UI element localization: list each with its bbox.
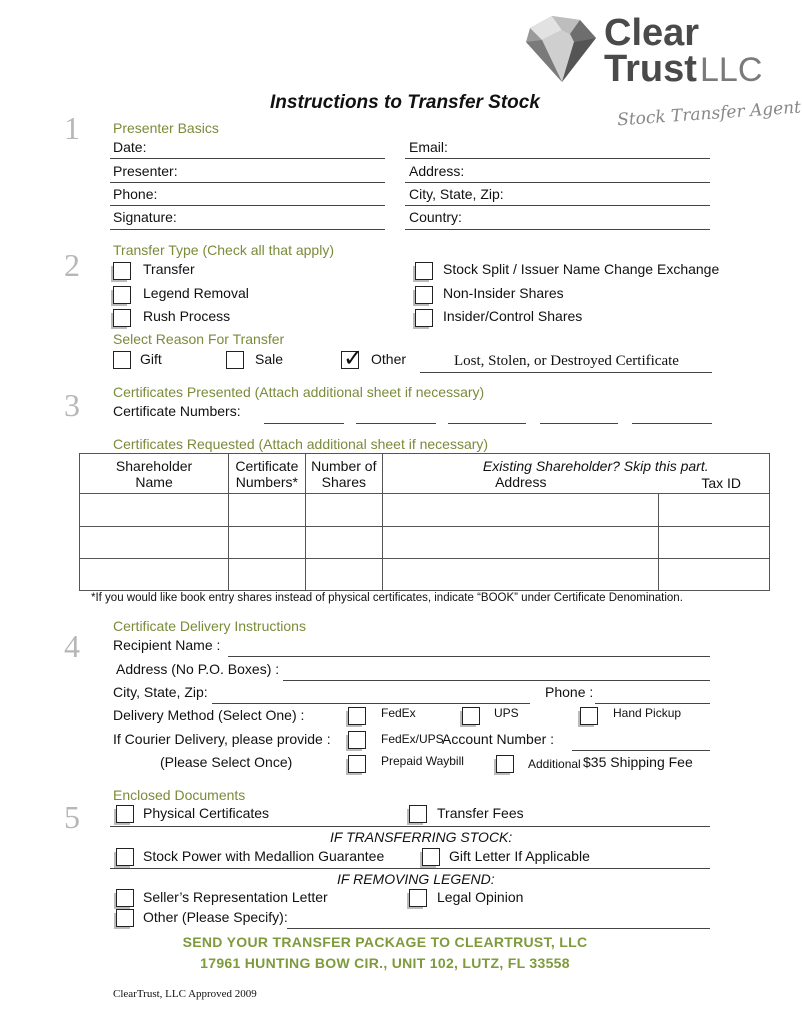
table-cell[interactable] [305, 527, 382, 559]
field-country-line[interactable] [405, 229, 710, 230]
shipping-fee-label: $35 Shipping Fee [583, 754, 693, 770]
address-banner: 17961 HUNTING BOW CIR., UNIT 102, LUTZ, FL 33558 [200, 955, 570, 971]
checkbox-shipping-fee[interactable] [496, 755, 514, 773]
checkbox-legend-removal[interactable] [113, 286, 131, 304]
cert-numbers-label: Certificate Numbers: [113, 403, 241, 419]
checkbox-fedex[interactable] [348, 707, 366, 725]
divider-line [110, 826, 710, 827]
checkbox-insider-control[interactable] [415, 309, 433, 327]
cert-number-line-1[interactable] [264, 423, 344, 424]
checkbox-seller-rep[interactable] [116, 889, 134, 907]
other-reason-line [420, 372, 712, 373]
checkbox-stock-power[interactable] [116, 848, 134, 866]
section-number-3: 3 [64, 387, 80, 423]
recipient-line[interactable] [228, 656, 710, 657]
field-signature-label: Signature: [113, 209, 177, 225]
option-seller-rep: Seller’s Representation Letter [143, 889, 328, 905]
additional-label: Additional [528, 757, 581, 771]
field-email-line[interactable] [405, 158, 710, 159]
field-city-label: City, State, Zip: [409, 186, 504, 202]
option-transfer-fees: Transfer Fees [437, 805, 524, 821]
courier-label: If Courier Delivery, please provide : [113, 731, 331, 747]
table-cell[interactable] [229, 527, 305, 559]
option-stock-split: Stock Split / Issuer Name Change Exchange [443, 261, 720, 277]
table-cell[interactable] [659, 559, 770, 591]
table-cell[interactable] [229, 494, 305, 527]
option-gift-letter: Gift Letter If Applicable [449, 848, 590, 864]
section-title-transfer-type: Transfer Type (Check all that apply) [113, 242, 334, 258]
field-address-label: Address: [409, 163, 465, 179]
table-cell[interactable] [305, 559, 382, 591]
cert-number-line-5[interactable] [632, 423, 712, 424]
section-title-reason: Select Reason For Transfer [113, 331, 285, 347]
header-address: Existing Shareholder? Skip this part. Address [383, 454, 659, 494]
header-number-of-shares: Number of Shares [305, 454, 382, 494]
table-cell[interactable] [659, 527, 770, 559]
field-date-label: Date: [113, 139, 147, 155]
option-sale: Sale [255, 351, 284, 367]
checkbox-gift[interactable] [113, 351, 131, 369]
delivery-phone-label: Phone : [545, 684, 594, 700]
checkbox-legal-opinion[interactable] [409, 889, 427, 907]
option-fedex-ups: FedEx/UPS [381, 732, 444, 746]
section-title-certs-presented: Certificates Presented (Attach additional sheet if necessary) [113, 384, 485, 400]
delivery-address-line[interactable] [283, 680, 710, 681]
field-phone-label: Phone: [113, 186, 158, 202]
section-number-4: 4 [64, 628, 80, 664]
checkbox-fedex-ups[interactable] [348, 731, 366, 749]
checkbox-hand-pickup[interactable] [580, 707, 598, 725]
logo [522, 14, 762, 94]
header-tax-id: Tax ID [659, 454, 770, 494]
table-cell[interactable] [383, 527, 659, 559]
checkbox-non-insider[interactable] [415, 286, 433, 304]
delivery-phone-line[interactable] [595, 703, 710, 704]
cert-number-line-2[interactable] [356, 423, 436, 424]
divider-line-2 [110, 868, 710, 869]
table-cell[interactable] [80, 559, 229, 591]
table-row [80, 527, 770, 559]
section-title-certs-requested: Certificates Requested (Attach additional sheet if necessary) [113, 436, 489, 452]
field-phone-line[interactable] [110, 205, 385, 206]
account-number-line[interactable] [572, 750, 710, 751]
option-non-insider: Non-Insider Shares [443, 285, 564, 301]
section-title-enclosed: Enclosed Documents [113, 787, 246, 803]
option-fedex: FedEx [381, 706, 416, 720]
checkbox-other[interactable] [341, 344, 364, 372]
other-reason-value[interactable]: Lost, Stolen, or Destroyed Certificate [454, 353, 679, 369]
checkbox-other-doc[interactable] [116, 909, 134, 927]
section-number-5: 5 [64, 799, 80, 835]
checkbox-rush-process[interactable] [113, 309, 131, 327]
option-physical-certificates: Physical Certificates [143, 805, 270, 821]
option-ups: UPS [494, 706, 519, 720]
delivery-city-line[interactable] [212, 703, 530, 704]
field-date-line[interactable] [110, 158, 385, 159]
option-hand-pickup: Hand Pickup [613, 706, 682, 720]
select-once-label: (Please Select Once) [160, 754, 293, 770]
field-presenter-line[interactable] [110, 182, 385, 183]
option-gift: Gift [140, 351, 162, 367]
delivery-city-label: City, State, Zip: [113, 684, 208, 700]
field-signature-line[interactable] [110, 229, 385, 230]
option-stock-power: Stock Power with Medallion Guarantee [143, 848, 385, 864]
table-header-row [80, 454, 770, 494]
checkbox-stock-split[interactable] [415, 262, 433, 280]
checkbox-sale[interactable] [226, 351, 244, 369]
delivery-address-label: Address (No P.O. Boxes) : [116, 661, 280, 677]
table-cell[interactable] [80, 494, 229, 527]
table-cell[interactable] [80, 527, 229, 559]
section-number-2: 2 [64, 247, 80, 283]
table-cell[interactable] [383, 559, 659, 591]
field-presenter-label: Presenter: [113, 163, 178, 179]
cert-number-line-4[interactable] [540, 423, 618, 424]
checkbox-prepaid-waybill[interactable] [348, 755, 366, 773]
section-title-delivery: Certificate Delivery Instructions [113, 618, 306, 634]
header-shareholder-name: Shareholder Name [80, 454, 229, 494]
table-row [80, 494, 770, 527]
logo-word-clear: Clear [604, 12, 700, 54]
option-legal-opinion: Legal Opinion [437, 889, 524, 905]
option-rush-process: Rush Process [143, 308, 231, 324]
checkbox-transfer[interactable] [113, 262, 131, 280]
checkbox-ups[interactable] [462, 707, 480, 725]
header-cert-numbers: Certificate Numbers* [229, 454, 305, 494]
field-country-label: Country: [409, 209, 462, 225]
option-prepaid-waybill: Prepaid Waybill [381, 754, 464, 768]
approval-note: ClearTrust, LLC Approved 2009 [113, 988, 257, 1000]
option-insider-control: Insider/Control Shares [443, 308, 583, 324]
table-footnote: *If you would like book entry shares instead of physical certificates, indicate “BOOK” under Certificate Denomination. [91, 592, 683, 604]
checkmark-icon: ✓ [343, 344, 364, 372]
option-legend-removal: Legend Removal [143, 285, 249, 301]
table-cell[interactable] [305, 494, 382, 527]
if-removing-legend: IF REMOVING LEGEND: [337, 871, 495, 887]
option-other-doc: Other (Please Specify): [143, 909, 288, 925]
other-doc-line[interactable] [287, 928, 710, 929]
checkbox-gift-letter[interactable] [422, 848, 440, 866]
checkbox-transfer-fees[interactable] [409, 805, 427, 823]
table-cell[interactable] [383, 494, 659, 527]
send-package-banner: SEND YOUR TRANSFER PACKAGE TO CLEARTRUST, LLC [182, 934, 588, 950]
existing-shareholder-note: Existing Shareholder? Skip this part. [482, 457, 709, 474]
table-cell[interactable] [659, 494, 770, 527]
certificates-requested-table [79, 453, 770, 591]
cert-number-line-3[interactable] [448, 423, 526, 424]
logo-word-trust: Trust [604, 48, 697, 90]
diamond-icon [522, 16, 600, 86]
recipient-label: Recipient Name : [113, 637, 221, 653]
account-number-label: Account Number : [442, 731, 555, 747]
delivery-method-label: Delivery Method (Select One) : [113, 707, 305, 723]
if-transferring-stock: IF TRANSFERRING STOCK: [330, 829, 513, 845]
tagline: Stock Transfer Agent [616, 97, 802, 131]
logo-llc: LLC [700, 51, 763, 89]
field-address-line[interactable] [405, 182, 710, 183]
section-title-presenter: Presenter Basics [113, 120, 219, 136]
option-transfer: Transfer [143, 261, 195, 277]
option-other: Other [371, 351, 407, 367]
table-row [80, 559, 770, 591]
section-number-1: 1 [64, 110, 80, 146]
field-city-line[interactable] [405, 205, 710, 206]
table-cell[interactable] [229, 559, 305, 591]
checkbox-physical-certificates[interactable] [116, 805, 134, 823]
field-email-label: Email: [409, 139, 448, 155]
page-title: Instructions to Transfer Stock [270, 92, 540, 113]
